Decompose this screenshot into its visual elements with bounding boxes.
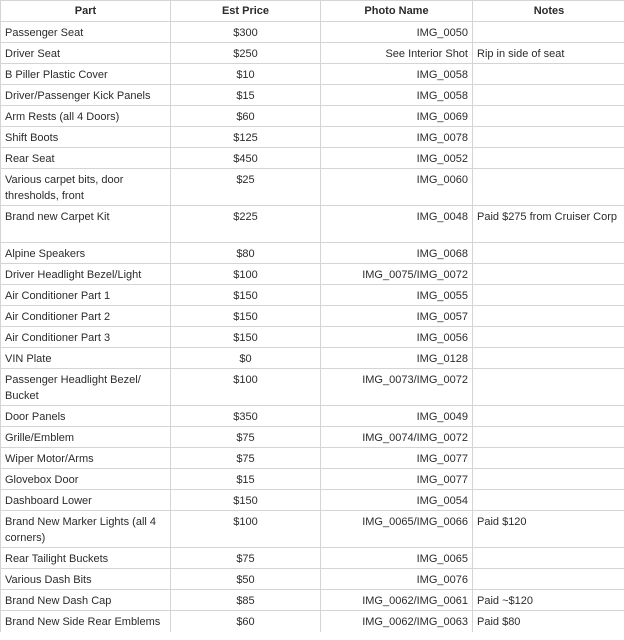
table-row — [1, 448, 624, 469]
photo-cell[interactable]: IMG_0065 — [321, 548, 473, 569]
notes-cell[interactable] — [473, 448, 624, 469]
photo-cell[interactable]: IMG_0128 — [321, 348, 473, 369]
notes-cell[interactable]: Paid $80 — [473, 611, 624, 632]
notes-cell[interactable] — [473, 348, 624, 369]
notes-cell[interactable] — [473, 169, 624, 206]
part-cell[interactable]: Brand New Marker Lights (all 4 corners) — [1, 511, 171, 548]
header-row — [1, 1, 624, 22]
photo-cell[interactable]: IMG_0069 — [321, 106, 473, 127]
part-cell[interactable]: Air Conditioner Part 2 — [1, 306, 171, 327]
table-body — [1, 22, 624, 632]
notes-cell[interactable] — [473, 327, 624, 348]
table-row — [1, 306, 624, 327]
part-cell[interactable]: Driver Headlight Bezel/Light — [1, 264, 171, 285]
price-cell[interactable]: $75 — [171, 427, 321, 448]
notes-cell[interactable] — [473, 85, 624, 106]
part-cell[interactable]: B Piller Plastic Cover — [1, 64, 171, 85]
table-row — [1, 148, 624, 169]
photo-cell[interactable]: IMG_0058 — [321, 64, 473, 85]
notes-cell[interactable]: Paid $275 from Cruiser Corp — [473, 206, 624, 243]
price-cell[interactable]: $60 — [171, 106, 321, 127]
table-row — [1, 106, 624, 127]
price-cell[interactable]: $25 — [171, 169, 321, 206]
photo-cell[interactable]: IMG_0076 — [321, 569, 473, 590]
table-row — [1, 64, 624, 85]
price-cell[interactable]: $150 — [171, 490, 321, 511]
part-cell[interactable]: Shift Boots — [1, 127, 171, 148]
price-cell[interactable]: $300 — [171, 22, 321, 43]
header-est-price[interactable]: Est Price — [171, 1, 321, 22]
part-cell[interactable]: Grille/Emblem — [1, 427, 171, 448]
price-cell[interactable]: $75 — [171, 448, 321, 469]
notes-cell[interactable] — [473, 285, 624, 306]
notes-cell[interactable] — [473, 264, 624, 285]
table-row — [1, 243, 624, 264]
part-cell[interactable]: Alpine Speakers — [1, 243, 171, 264]
price-cell[interactable]: $50 — [171, 569, 321, 590]
price-cell[interactable]: $150 — [171, 285, 321, 306]
header-part[interactable]: Part — [1, 1, 171, 22]
notes-cell[interactable] — [473, 64, 624, 85]
table-row — [1, 569, 624, 590]
photo-cell[interactable]: IMG_0048 — [321, 206, 473, 243]
price-cell[interactable]: $100 — [171, 264, 321, 285]
photo-cell[interactable]: IMG_0057 — [321, 306, 473, 327]
price-cell[interactable]: $225 — [171, 206, 321, 243]
price-cell[interactable]: $80 — [171, 243, 321, 264]
price-cell[interactable]: $150 — [171, 327, 321, 348]
part-cell[interactable]: Door Panels — [1, 406, 171, 427]
table-row — [1, 206, 624, 243]
table-row — [1, 169, 624, 206]
table-row — [1, 369, 624, 406]
price-cell[interactable]: $150 — [171, 306, 321, 327]
table-row — [1, 469, 624, 490]
notes-cell[interactable] — [473, 127, 624, 148]
notes-cell[interactable] — [473, 106, 624, 127]
photo-cell[interactable]: IMG_0065/IMG_0066 — [321, 511, 473, 548]
table-row — [1, 406, 624, 427]
photo-cell[interactable]: IMG_0049 — [321, 406, 473, 427]
table-row — [1, 511, 624, 548]
photo-cell[interactable]: IMG_0058 — [321, 85, 473, 106]
photo-cell[interactable]: IMG_0062/IMG_0061 — [321, 590, 473, 611]
notes-cell[interactable] — [473, 369, 624, 406]
photo-cell[interactable]: IMG_0077 — [321, 448, 473, 469]
table-row — [1, 264, 624, 285]
price-cell[interactable]: $0 — [171, 348, 321, 369]
part-cell[interactable]: Arm Rests (all 4 Doors) — [1, 106, 171, 127]
photo-cell[interactable]: IMG_0078 — [321, 127, 473, 148]
notes-cell[interactable]: Paid $120 — [473, 511, 624, 548]
part-cell[interactable]: Brand New Dash Cap — [1, 590, 171, 611]
notes-cell[interactable] — [473, 569, 624, 590]
price-cell[interactable]: $15 — [171, 85, 321, 106]
part-cell[interactable]: Wiper Motor/Arms — [1, 448, 171, 469]
notes-cell[interactable] — [473, 148, 624, 169]
price-cell[interactable]: $15 — [171, 469, 321, 490]
table-row — [1, 43, 624, 64]
part-cell[interactable]: Various Dash Bits — [1, 569, 171, 590]
part-cell[interactable]: Rear Tailight Buckets — [1, 548, 171, 569]
notes-cell[interactable] — [473, 427, 624, 448]
table-row — [1, 327, 624, 348]
price-cell[interactable]: $100 — [171, 511, 321, 548]
notes-cell[interactable] — [473, 406, 624, 427]
table-row — [1, 490, 624, 511]
notes-cell[interactable] — [473, 548, 624, 569]
table-row — [1, 127, 624, 148]
table-row — [1, 548, 624, 569]
header-notes[interactable]: Notes — [473, 1, 624, 22]
price-cell[interactable]: $100 — [171, 369, 321, 406]
table-row — [1, 427, 624, 448]
part-cell[interactable]: VIN Plate — [1, 348, 171, 369]
table-row — [1, 85, 624, 106]
photo-cell[interactable]: IMG_0052 — [321, 148, 473, 169]
photo-cell[interactable]: IMG_0073/IMG_0072 — [321, 369, 473, 406]
photo-cell[interactable]: See Interior Shot — [321, 43, 473, 64]
header-photo-name[interactable]: Photo Name — [321, 1, 473, 22]
table-row — [1, 348, 624, 369]
photo-cell[interactable]: IMG_0062/IMG_0063 — [321, 611, 473, 632]
price-cell[interactable]: $350 — [171, 406, 321, 427]
notes-cell[interactable] — [473, 243, 624, 264]
part-cell[interactable]: Driver/Passenger Kick Panels — [1, 85, 171, 106]
photo-cell[interactable]: IMG_0077 — [321, 469, 473, 490]
price-cell[interactable]: $450 — [171, 148, 321, 169]
photo-cell[interactable]: IMG_0074/IMG_0072 — [321, 427, 473, 448]
part-cell[interactable]: Rear Seat — [1, 148, 171, 169]
photo-cell[interactable]: IMG_0068 — [321, 243, 473, 264]
photo-cell[interactable]: IMG_0054 — [321, 490, 473, 511]
notes-cell[interactable] — [473, 490, 624, 511]
table-header — [1, 1, 624, 22]
photo-cell[interactable]: IMG_0050 — [321, 22, 473, 43]
notes-cell[interactable]: Paid ~$120 — [473, 590, 624, 611]
part-cell[interactable]: Various carpet bits, door thresholds, front — [1, 169, 171, 206]
part-cell[interactable]: Brand new Carpet Kit — [1, 206, 171, 243]
notes-cell[interactable] — [473, 22, 624, 43]
photo-cell[interactable]: IMG_0075/IMG_0072 — [321, 264, 473, 285]
photo-cell[interactable]: IMG_0055 — [321, 285, 473, 306]
table-row — [1, 590, 624, 611]
part-cell[interactable]: Air Conditioner Part 3 — [1, 327, 171, 348]
table-row — [1, 611, 624, 632]
photo-cell[interactable]: IMG_0056 — [321, 327, 473, 348]
price-cell[interactable]: $60 — [171, 611, 321, 632]
part-cell[interactable]: Passenger Seat — [1, 22, 171, 43]
notes-cell[interactable] — [473, 306, 624, 327]
part-cell[interactable]: Passenger Headlight Bezel/ Bucket — [1, 369, 171, 406]
price-cell[interactable]: $250 — [171, 43, 321, 64]
part-cell[interactable]: Driver Seat — [1, 43, 171, 64]
price-cell[interactable]: $75 — [171, 548, 321, 569]
part-cell[interactable]: Glovebox Door — [1, 469, 171, 490]
part-cell[interactable]: Brand New Side Rear Emblems — [1, 611, 171, 632]
notes-cell[interactable] — [473, 469, 624, 490]
photo-cell[interactable]: IMG_0060 — [321, 169, 473, 206]
part-cell[interactable]: Dashboard Lower — [1, 490, 171, 511]
part-cell[interactable]: Air Conditioner Part 1 — [1, 285, 171, 306]
price-cell[interactable]: $85 — [171, 590, 321, 611]
price-cell[interactable]: $125 — [171, 127, 321, 148]
table-row — [1, 22, 624, 43]
notes-cell[interactable]: Rip in side of seat — [473, 43, 624, 64]
price-cell[interactable]: $10 — [171, 64, 321, 85]
table-row — [1, 285, 624, 306]
